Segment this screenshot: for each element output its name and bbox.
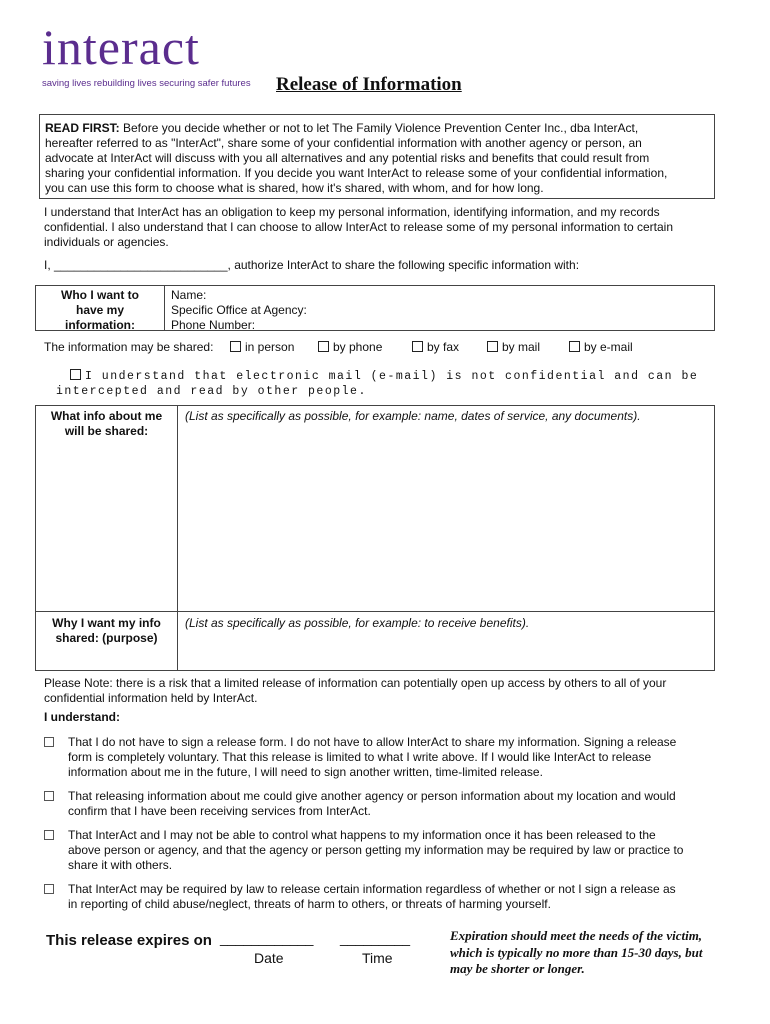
table-divider [164, 286, 165, 330]
email-ack-checkbox[interactable] [70, 369, 81, 380]
share-option-email[interactable]: by e-mail [569, 340, 633, 355]
logo-tagline: saving lives rebuilding lives securing safer futures [42, 78, 251, 89]
what-info-label: What info about me will be shared: [50, 409, 163, 438]
understand-item: That I do not have to sign a release form. I do not have to allow InterAct to share my information. Signing a release form is completely voluntary. That this release is limited to what I write above. If I would like InterAct to release information about me in the future, I will need to sign another written, time-limited release. [44, 735, 724, 780]
checkbox[interactable] [318, 341, 329, 352]
time-caption: Time [362, 950, 393, 966]
checkbox[interactable] [569, 341, 580, 352]
read-first-line: hereafter referred to as "InterAct", share some of your confidential information with another agency or person, an [45, 136, 642, 150]
understand-checkbox[interactable] [44, 830, 54, 840]
interact-logo [42, 19, 272, 92]
why-share-label: Why I want my info shared: (purpose) [52, 616, 161, 645]
understand-checkbox[interactable] [44, 884, 54, 894]
read-first-line: advocate at InterAct will discuss with you all alternatives and any potential risks and benefits that could result from [45, 151, 650, 165]
understand-item: That releasing information about me could give another agency or person information about my location and would confirm that I have been receiving services from InterAct. [44, 789, 724, 819]
share-option-in-person[interactable]: in person [230, 340, 294, 355]
logo-wordmark: interact [42, 19, 200, 75]
why-share-field[interactable]: (List as specifically as possible, for example: to receive benefits). [185, 616, 530, 630]
read-first-label: READ FIRST: [45, 121, 120, 135]
understand-checkbox[interactable] [44, 791, 54, 801]
authorize-line[interactable]: I, __________________________, authorize InterAct to share the following specific information with: [44, 258, 580, 272]
share-method-row [44, 340, 724, 356]
expiration-note: Expiration should meet the needs of the victim, which is typically no more than 15-30 days, but may be shorter or longer. [450, 928, 703, 976]
recipient-label: Who I want to have my information: [61, 288, 139, 332]
read-first-line: sharing your confidential information. If you decide you want InterAct to release some of your confidential information, [45, 166, 668, 180]
page-title: Release of Information [276, 74, 462, 95]
table-divider [177, 406, 178, 670]
understand-item: That InterAct and I may not be able to control what happens to my information once it has been released to the above person or agency, and that the agency or person getting my information may be required by law or practice to share it with others. [44, 828, 724, 873]
checkbox[interactable] [412, 341, 423, 352]
expires-date-field[interactable]: ____________ [220, 930, 314, 946]
share-option-fax[interactable]: by fax [412, 340, 459, 355]
understand-checkbox[interactable] [44, 737, 54, 747]
understand-item: That InterAct may be required by law to release certain information regardless of whether or not I sign a release as in reporting of child abuse/neglect, threats of harm to others, or threats of harming yourself. [44, 882, 724, 912]
share-option-mail[interactable]: by mail [487, 340, 540, 355]
expires-label: This release expires on [46, 932, 212, 949]
please-note: Please Note: there is a risk that a limited release of information can potentially open up access by others to all of your confidential information held by InterAct. [44, 676, 667, 705]
read-first-line: you can use this form to choose what is shared, how it's shared, with whom, and for how long. [45, 181, 544, 195]
recipient-office-field[interactable]: Specific Office at Agency: [171, 303, 307, 317]
checkbox[interactable] [487, 341, 498, 352]
obligation-paragraph: I understand that InterAct has an obligation to keep my personal information, identifying information, and my records confidential. I also understand that I can choose to allow InterAct to release some of my personal information to certain individuals or agencies. [44, 205, 674, 249]
date-caption: Date [254, 950, 284, 966]
recipient-name-field[interactable]: Name: [171, 288, 207, 302]
recipient-table [35, 285, 715, 331]
what-info-field[interactable]: (List as specifically as possible, for example: name, dates of service, any documents). [185, 409, 641, 423]
email-ack: I understand that electronic mail (e-mail) is not confidential and can be intercepted and read by other people. [56, 370, 699, 398]
checkbox[interactable] [230, 341, 241, 352]
read-first-box [39, 114, 715, 199]
table-divider [36, 611, 714, 612]
read-first-line: READ FIRST: Before you decide whether or not to let The Family Violence Prevention Center Inc., dba InterAct, [45, 121, 639, 135]
share-method-label: The information may be shared: [44, 340, 214, 354]
i-understand-heading: I understand: [44, 710, 121, 724]
recipient-fields [171, 288, 307, 333]
expires-time-field[interactable]: _________ [340, 930, 411, 946]
info-table [35, 405, 715, 671]
recipient-phone-field[interactable]: Phone Number: [171, 318, 256, 332]
share-option-phone[interactable]: by phone [318, 340, 382, 355]
